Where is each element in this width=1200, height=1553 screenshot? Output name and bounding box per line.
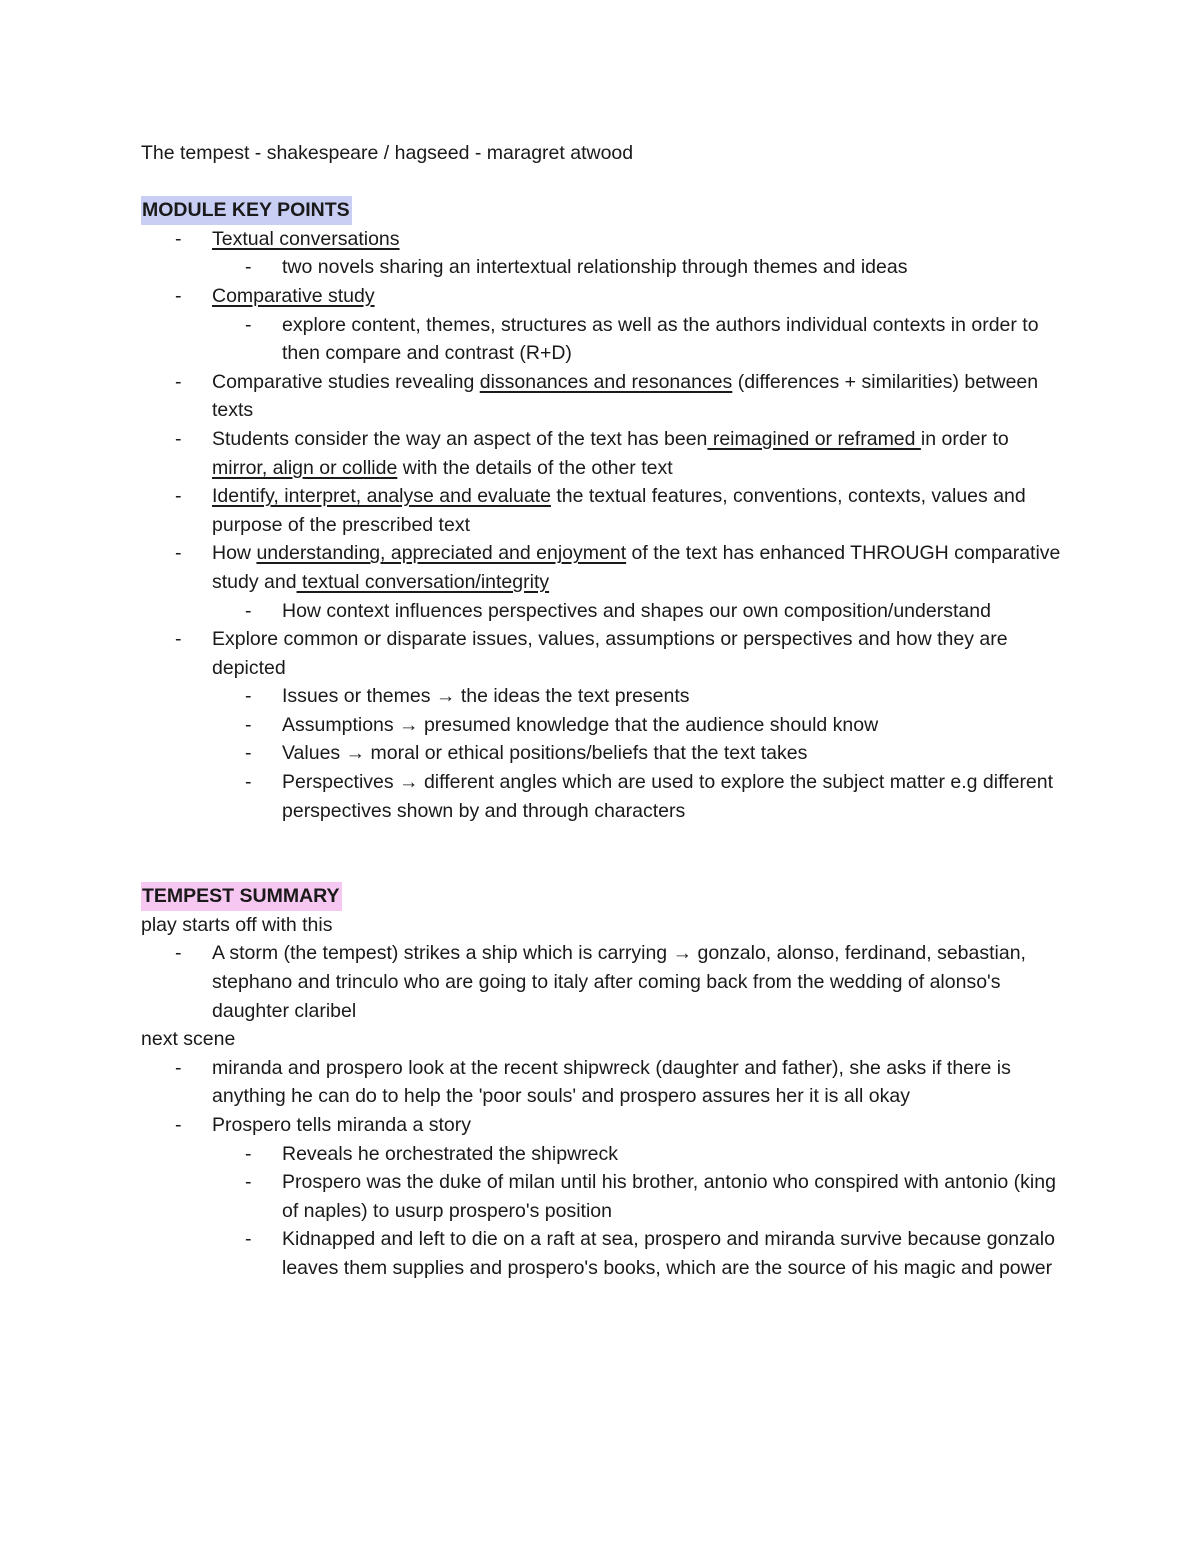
bullet-dash: - <box>245 1171 252 1194</box>
bullet-item <box>141 368 1061 425</box>
underlined-text: understanding, appreciated and enjoyment <box>256 542 627 565</box>
sub-bullet-item <box>141 768 1061 825</box>
bullet-text <box>212 482 1061 539</box>
section-heading-module-key-points <box>141 196 1061 225</box>
section-heading-tempest-summary <box>141 882 1061 911</box>
text-run: A storm (the tempest) strikes a ship which is carrying → gonzalo, alonso, ferdinand, sebastian, stephano and trinculo who are going to italy after coming back from the wedding of alonso's daughter claribel <box>212 942 1026 1022</box>
bullet-text <box>282 682 1061 711</box>
tempest-summary-list <box>141 911 1061 1283</box>
bullet-dash: - <box>245 599 252 622</box>
text-run: miranda and prospero look at the recent shipwreck (daughter and father), she asks if there is anything he can do to help the 'poor souls' and prospero assures her it is all okay <box>212 1056 1011 1108</box>
bullet-dash: - <box>245 685 252 708</box>
bullet-text <box>282 253 1061 282</box>
text-run: How <box>212 542 257 565</box>
text-run: the textual features, conventions, contexts, values and purpose of the prescribed text <box>212 485 1026 536</box>
bullet-text <box>212 1054 1061 1111</box>
bullet-dash: - <box>175 942 182 965</box>
text-run: with the details of the other text <box>397 456 673 479</box>
underlined-text: Identify, interpret, analyse and evaluate <box>212 485 551 508</box>
underlined-text: Textual conversations <box>212 227 400 250</box>
document-page <box>141 139 1061 1283</box>
sub-bullet-item <box>141 682 1061 711</box>
text-run: Kidnapped and left to die on a raft at sea, prospero and miranda survive because gonzalo leaves them supplies and prospero's books, which are the source of his magic and power <box>282 1228 1055 1279</box>
bullet-dash: - <box>175 628 182 651</box>
bullet-dash: - <box>175 485 182 508</box>
text-run: Comparative studies revealing <box>212 370 480 393</box>
summary-text-line: play starts off with this <box>141 913 333 936</box>
bullet-text <box>212 368 1061 425</box>
underlined-text: Comparative study <box>212 284 375 307</box>
bullet-text <box>212 625 1061 682</box>
spacer <box>141 168 1061 197</box>
bullet-item <box>141 539 1061 596</box>
text-run: Prospero was the duke of milan until his brother, antonio who conspired with antonio (king of naples) to usurp prospero's position <box>282 1171 1056 1222</box>
bullet-dash: - <box>245 742 252 765</box>
sub-bullet-item <box>141 311 1061 368</box>
text-run: Assumptions → presumed knowledge that the audience should know <box>282 713 879 736</box>
bullet-text <box>282 768 1061 825</box>
bullet-text <box>212 539 1061 596</box>
sub-bullet-item <box>141 739 1061 768</box>
sub-bullet-item <box>141 711 1061 740</box>
bullet-text <box>212 939 1061 1025</box>
text-run: Reveals he orchestrated the shipwreck <box>282 1142 619 1165</box>
bullet-dash: - <box>175 1114 182 1136</box>
heading-highlight: TEMPEST SUMMARY <box>141 882 342 911</box>
text-run: in order to <box>920 427 1009 450</box>
bullet-dash: - <box>245 313 252 336</box>
text-run: of the text has enhanced THROUGH comparative study and <box>212 542 1061 593</box>
bullet-text <box>212 425 1061 482</box>
bullet-text <box>282 597 1061 626</box>
bullet-text <box>282 711 1061 740</box>
bullet-dash: - <box>175 370 182 393</box>
sub-bullet-item <box>141 597 1061 626</box>
underlined-text: textual conversation/integrity <box>296 570 550 593</box>
text-run: Explore common or disparate issues, values, assumptions or perspectives and how they are depicted <box>212 628 1008 679</box>
underlined-text: reimagined or reframed <box>707 427 921 450</box>
bullet-text <box>212 225 1061 254</box>
bullet-text <box>282 1140 1061 1169</box>
bullet-item <box>141 625 1061 682</box>
text-run: explore content, themes, structures as well as the authors individual contexts in order to then compare and contrast (R+D) <box>282 313 1039 365</box>
sub-bullet-item <box>141 1225 1061 1282</box>
bullet-item <box>141 1054 1061 1111</box>
bullet-dash: - <box>175 284 182 307</box>
sub-bullet-item <box>141 1168 1061 1225</box>
bullet-item <box>141 1111 1061 1140</box>
bullet-dash: - <box>175 427 182 450</box>
bullet-dash: - <box>245 771 252 794</box>
bullet-text <box>212 1111 1061 1140</box>
heading-highlight: MODULE KEY POINTS <box>141 196 352 225</box>
bullet-item <box>141 425 1061 482</box>
spacer <box>141 825 1061 882</box>
bullet-item <box>141 225 1061 254</box>
text-run: (differences + similarities) between texts <box>212 370 1039 422</box>
bullet-item <box>141 482 1061 539</box>
bullet-item <box>141 939 1061 1025</box>
bullet-text <box>282 1225 1061 1282</box>
bullet-text <box>282 311 1061 368</box>
text-run: Values → moral or ethical positions/beliefs that the text takes <box>282 742 808 765</box>
bullet-dash: - <box>175 542 182 565</box>
text-run: How context influences perspectives and shapes our own composition/understand <box>282 599 991 622</box>
text-run: Prospero tells miranda a story <box>212 1114 472 1136</box>
bullet-text <box>282 1168 1061 1225</box>
bullet-dash: - <box>175 227 182 250</box>
text-run: Perspectives → different angles which are used to explore the subject matter e.g different perspectives shown by and through characters <box>282 771 1054 822</box>
text-run: two novels sharing an intertextual relationship through themes and ideas <box>282 256 908 279</box>
summary-text-line: next scene <box>141 1028 236 1051</box>
text-run: Students consider the way an aspect of the text has been <box>212 427 708 450</box>
underlined-text: mirror, align or collide <box>212 456 398 479</box>
bullet-dash: - <box>245 1228 252 1251</box>
bullet-dash: - <box>175 1056 182 1079</box>
sub-bullet-item <box>141 1140 1061 1169</box>
bullet-item <box>141 282 1061 311</box>
bullet-dash: - <box>245 713 252 736</box>
bullet-dash: - <box>245 256 252 279</box>
bullet-dash: - <box>245 1142 252 1165</box>
bullet-text <box>282 739 1061 768</box>
bullet-text <box>212 282 1061 311</box>
underlined-text: dissonances and resonances <box>479 370 733 393</box>
module-key-points-list <box>141 225 1061 825</box>
sub-bullet-item <box>141 253 1061 282</box>
text-run: Issues or themes → the ideas the text presents <box>282 685 690 708</box>
document-title: The tempest - shakespeare / hagseed - maragret atwood <box>141 142 634 164</box>
